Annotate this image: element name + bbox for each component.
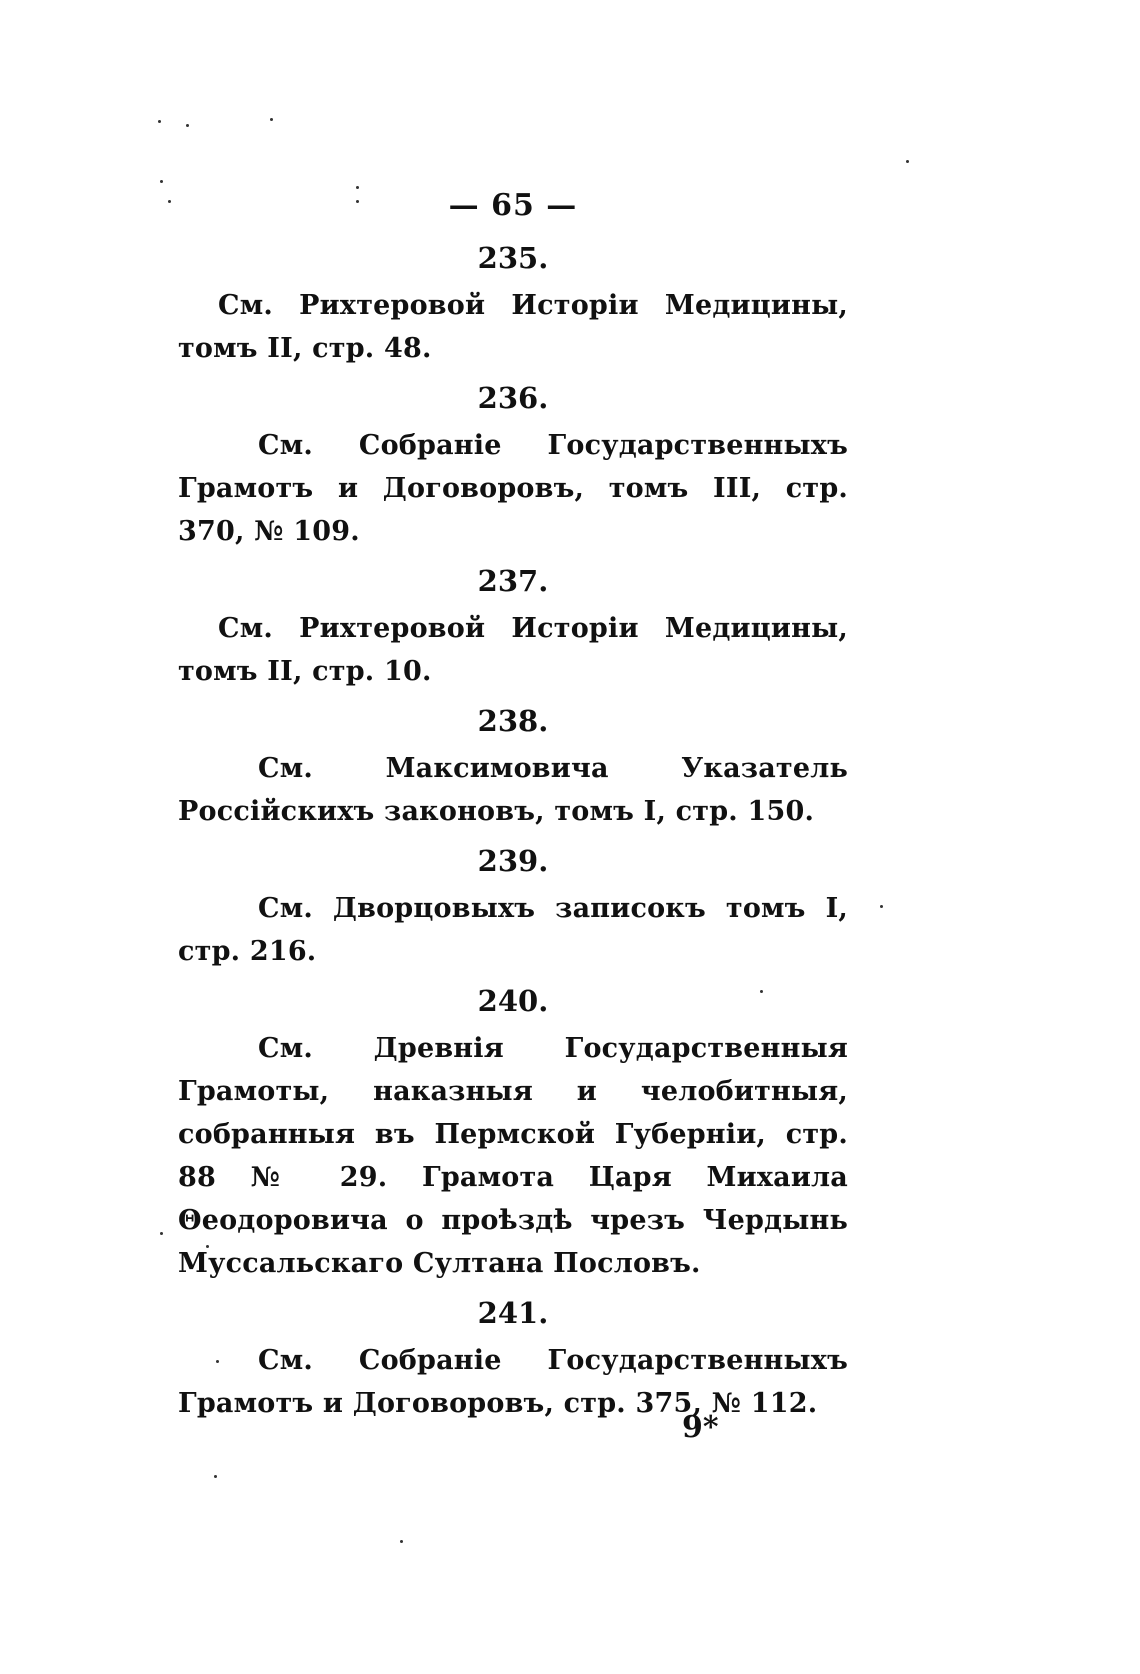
note-text: См. Древнія Государственныя Грамоты, наказныя и челобитныя, собранныя въ Пермской Губерніи, стр. 88 № 29. Грамота Царя Михаила Θеодоровича о проѣздѣ чрезъ Чердынь Муссальскаго Султана Пословъ. [178,1033,848,1279]
printer-signature-mark: 9* [682,1410,719,1445]
print-speck [400,1540,403,1543]
note-number: 239. [477,844,549,878]
print-speck [270,118,273,121]
print-speck [160,180,163,183]
note-number: 238. [477,704,549,738]
note-text: См. Рихтеровой Исторіи Медицины, томъ II, стр. 48. [178,290,848,364]
note-text: См. Максимовича Указатель Россійскихъ законовъ, томъ I, стр. 150. [178,753,848,827]
print-speck [216,1360,219,1363]
note-239 [178,841,848,973]
print-speck [186,124,189,127]
note-237 [178,561,848,693]
note-number: 241. [477,1296,549,1330]
note-236 [178,378,848,553]
note-number: 235. [477,241,549,275]
note-number: 237. [477,564,549,598]
note-number: 240. [477,984,549,1018]
print-speck [356,200,359,203]
print-speck [760,990,763,993]
print-speck [168,200,171,203]
note-238 [178,701,848,833]
page-number-header: — 65 — [448,188,578,223]
note-241 [178,1293,848,1425]
note-235 [178,238,848,370]
print-speck [158,120,161,123]
print-speck [880,905,883,908]
print-speck [906,160,909,163]
note-text: См. Рихтеровой Исторіи Медицины, томъ II, стр. 10. [178,613,848,687]
note-240 [178,981,848,1285]
note-text: См. Собраніе Государственныхъ Грамотъ и Договоровъ, томъ III, стр. 370, № 109. [178,430,848,547]
print-speck [214,1475,217,1478]
text-column [178,180,848,1433]
print-speck [206,1245,209,1248]
print-speck [160,1232,163,1235]
note-text: См. Собраніе Государственныхъ Грамотъ и Договоровъ, стр. 375, № 112. [178,1345,848,1419]
note-text: См. Дворцовыхъ записокъ томъ I, стр. 216. [178,893,848,967]
print-speck [356,186,359,189]
note-number: 236. [477,381,549,415]
